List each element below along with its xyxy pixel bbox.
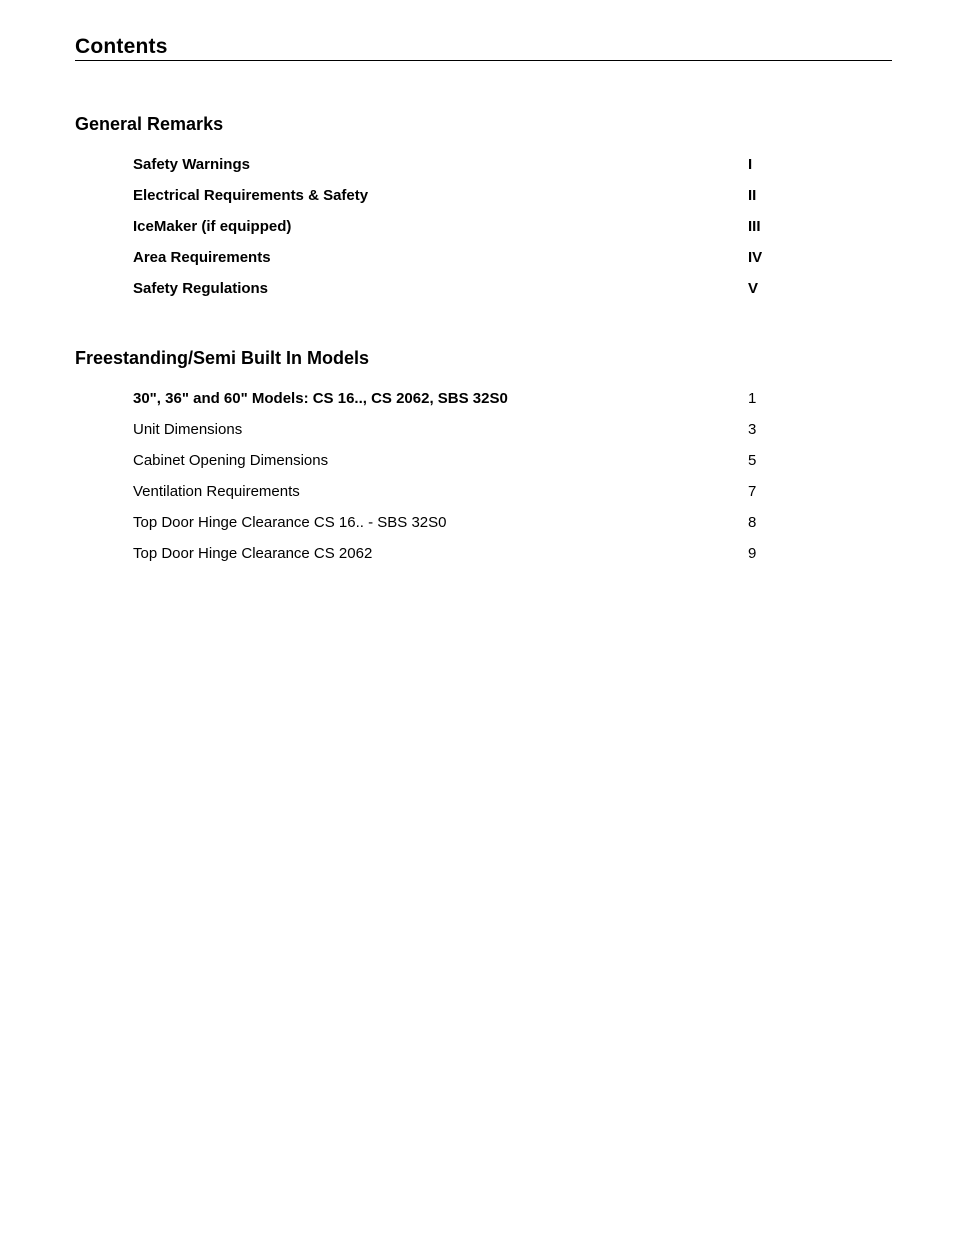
toc-entry-label[interactable]: Area Requirements (133, 249, 271, 266)
toc-entry-page: 9 (748, 545, 757, 562)
toc-entry-page: 7 (748, 483, 757, 500)
toc-entry-label[interactable]: Ventilation Requirements (133, 483, 300, 500)
toc-entry-page: 5 (748, 452, 757, 469)
toc-entry-models-overview[interactable] (0, 383, 954, 414)
toc-entry-unit-dimensions[interactable] (0, 414, 954, 445)
page-title: Contents (75, 35, 168, 58)
toc-entry-page: III (748, 218, 761, 235)
section-heading-general-remarks: General Remarks (75, 114, 224, 134)
toc-entry-electrical-requirements[interactable] (0, 180, 954, 211)
toc-entry-hinge-clearance-cs16[interactable] (0, 507, 954, 538)
toc-entry-safety-regulations[interactable] (0, 273, 954, 304)
toc-entry-label[interactable]: IceMaker (if equipped) (133, 218, 292, 235)
title-divider (75, 60, 892, 61)
toc-entry-label[interactable]: Electrical Requirements & Safety (133, 187, 369, 204)
toc-entry-label[interactable]: Unit Dimensions (133, 421, 243, 438)
toc-entry-label[interactable]: Safety Regulations (133, 280, 269, 297)
toc-entry-label[interactable]: Cabinet Opening Dimensions (133, 452, 329, 469)
toc-entry-safety-warnings[interactable] (0, 149, 954, 180)
toc-entry-page: II (748, 187, 757, 204)
toc-entry-page: IV (748, 249, 763, 266)
toc-entry-label[interactable]: Top Door Hinge Clearance CS 2062 (133, 545, 373, 562)
toc-entry-page: V (748, 280, 759, 297)
section-heading-freestanding-models: Freestanding/Semi Built In Models (75, 348, 370, 368)
toc-entry-page: 1 (748, 390, 757, 407)
toc-list-general-remarks (0, 149, 954, 304)
toc-entry-ventilation-requirements[interactable] (0, 476, 954, 507)
toc-entry-label[interactable]: Top Door Hinge Clearance CS 16.. - SBS 32S0 (133, 514, 447, 531)
toc-entry-page: 3 (748, 421, 757, 438)
toc-entry-hinge-clearance-cs2062[interactable] (0, 538, 954, 569)
toc-entry-icemaker[interactable] (0, 211, 954, 242)
toc-entry-page: I (748, 156, 753, 173)
toc-entry-label[interactable]: Safety Warnings (133, 156, 250, 173)
toc-entry-area-requirements[interactable] (0, 242, 954, 273)
toc-entry-cabinet-opening-dimensions[interactable] (0, 445, 954, 476)
toc-entry-label[interactable]: 30", 36" and 60" Models: CS 16.., CS 2062, SBS 32S0 (133, 390, 508, 407)
toc-entry-page: 8 (748, 514, 757, 531)
toc-list-freestanding-models (0, 383, 954, 569)
